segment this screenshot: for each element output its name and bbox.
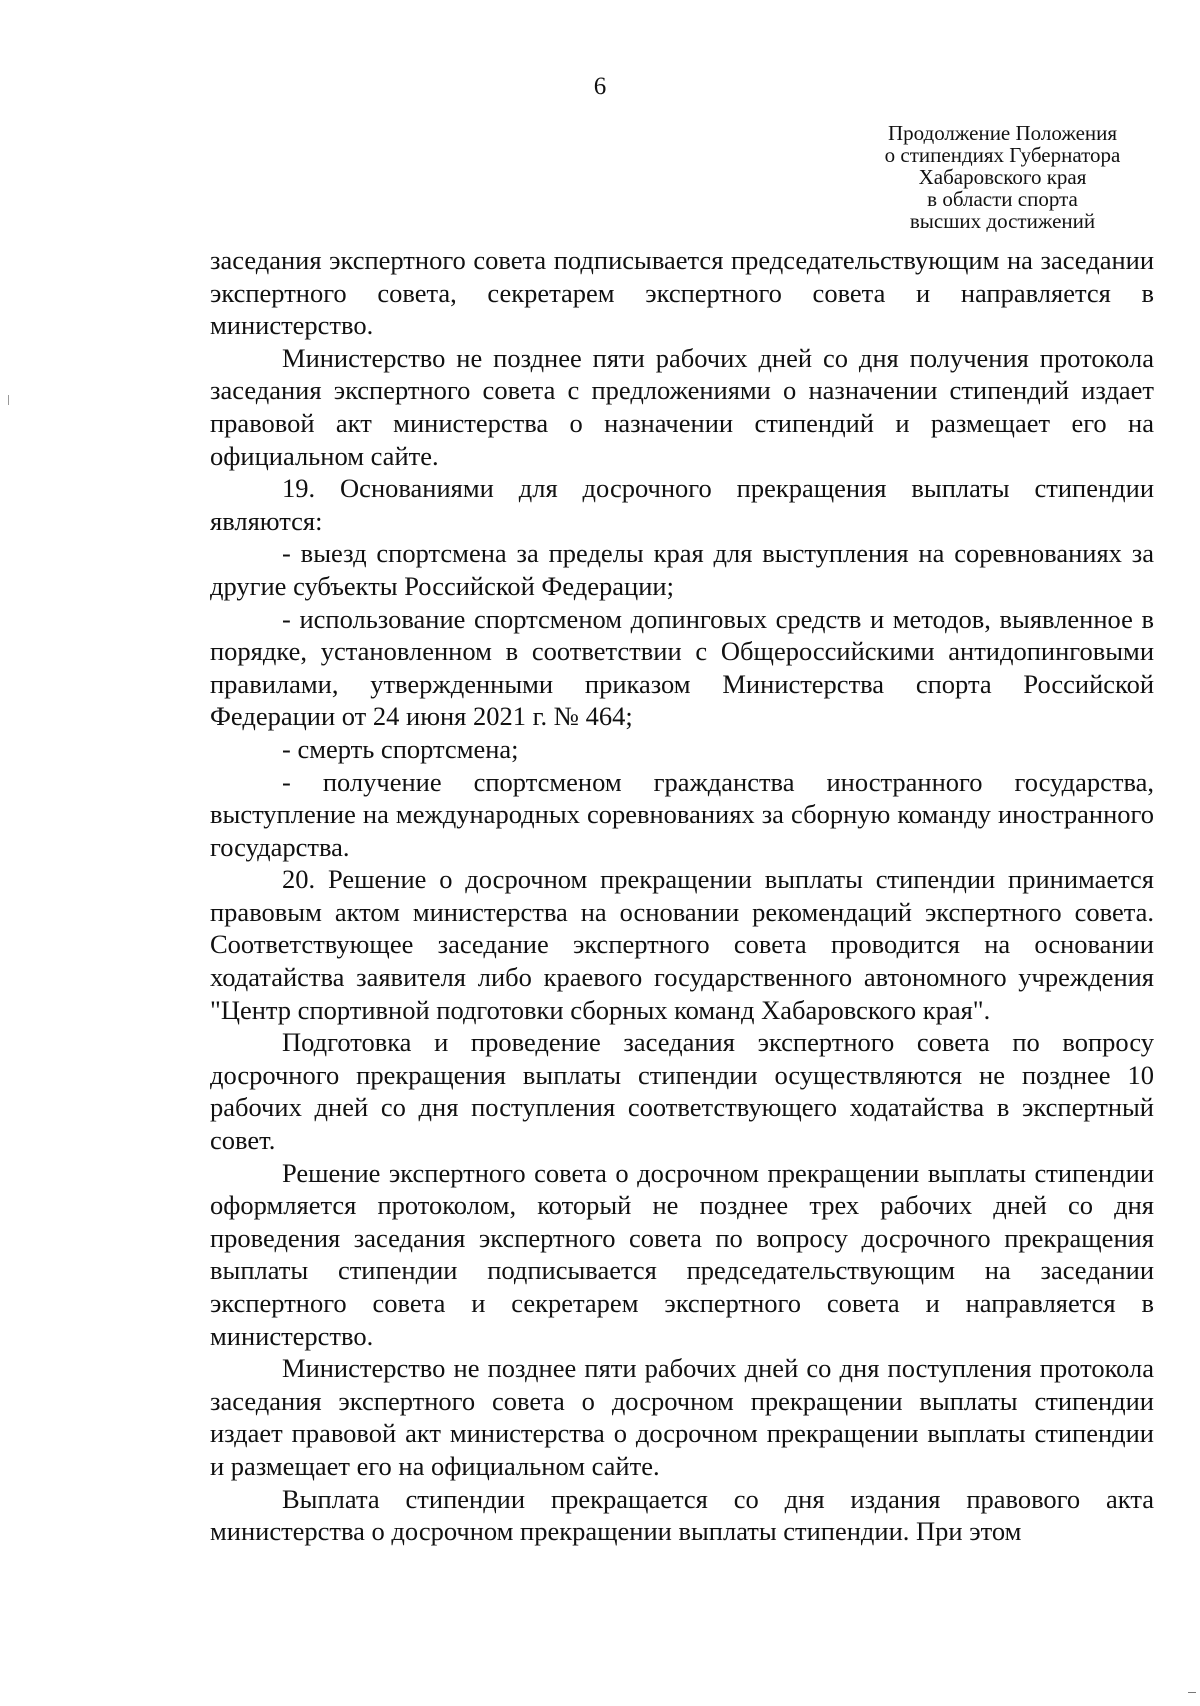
list-item: - смерть спортсмена; bbox=[282, 733, 519, 764]
document-header-reference bbox=[850, 122, 1155, 232]
header-line: Хабаровского края bbox=[918, 165, 1087, 189]
paragraph: Министерство не позднее пяти рабочих дней со дня поступления протокола заседания экспертного совета о досрочном прекращении выплаты стипендии издает правовой акт министерства о досрочном прекращении выплаты стипендии и размещает его на официальном сайте. bbox=[210, 1353, 1154, 1481]
paragraph-clause-19: 19. Основаниями для досрочного прекращения выплаты стипендии являются: bbox=[210, 473, 1154, 536]
paragraph: Решение экспертного совета о досрочном прекращении выплаты стипендии оформляется протоколом, который не позднее трех рабочих дней со дня проведения заседания экспертного совета по вопросу досрочного прекращения выплаты стипендии подписывается председательствующим на заседании экспертного совета и секретарем экспертного совета и направляется в министерство. bbox=[210, 1157, 1154, 1351]
paragraph: Министерство не позднее пяти рабочих дней со дня получения протокола заседания экспертного совета с предложениями о назначении стипендий издает правовой акт министерства о назначении стипендий и размещает его на официальном сайте. bbox=[210, 342, 1154, 471]
paragraph-continuation: заседания экспертного совета подписывается председательствующим на заседании экспертного совета, секретарем экспертного совета и направляется в министерство. bbox=[210, 245, 1154, 341]
header-line: Продолжение Положения bbox=[887, 121, 1118, 145]
page-number: 6 bbox=[593, 73, 607, 100]
header-line: о стипендиях Губернатора bbox=[884, 143, 1121, 167]
paragraph: Подготовка и проведение заседания экспертного совета по вопросу досрочного прекращения выплаты стипендии осуществляются не позднее 10 рабочих дней со дня поступления соответствующего ходатайства в экспертный совет. bbox=[210, 1027, 1154, 1156]
paragraph-clause-20: 20. Решение о досрочном прекращении выплаты стипендии принимается правовым актом министерства на основании рекомендаций экспертного совета. Соответствующее заседание экспертного совета проводится на основании ходатайства заявителя либо краевого государственного автономного учреждения "Центр спортивной подготовки сборных команд Хабаровского края". bbox=[210, 864, 1154, 1025]
paragraph: Выплата стипендии прекращается со дня издания правового акта министерства о досрочном прекращении выплаты стипендии. При этом bbox=[210, 1483, 1154, 1547]
header-line: в области спорта bbox=[927, 187, 1078, 211]
scan-margin-mark bbox=[8, 395, 9, 405]
list-item: - выезд спортсмена за пределы края для выступления на соревнованиях за другие субъекты Российской Федерации; bbox=[210, 538, 1154, 601]
document-body bbox=[210, 244, 1154, 1548]
list-item: - получение спортсменом гражданства иностранного государства, выступление на международных соревнованиях за сборную команду иностранного государства. bbox=[210, 766, 1154, 862]
scan-edge-mark bbox=[1188, 1692, 1196, 1693]
header-line: высших достижений bbox=[909, 209, 1096, 233]
list-item: - использование спортсменом допинговых средств и методов, выявленное в порядке, установленном в соответствии с Общероссийскими антидопинговыми правилами, утвержденными приказом Министерства спорта Российской Федерации от 24 июня 2021 г. № 464; bbox=[210, 603, 1154, 732]
